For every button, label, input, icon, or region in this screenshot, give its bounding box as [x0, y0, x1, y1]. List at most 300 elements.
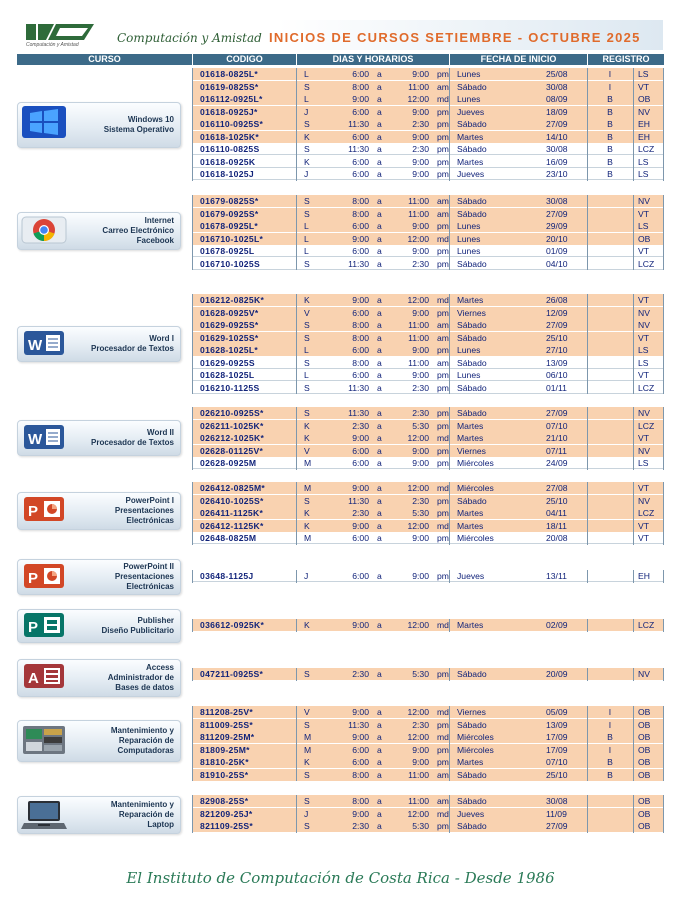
day-code: M [304, 533, 312, 543]
course-badge-win10 [17, 102, 181, 148]
start-time: 11:30 [348, 495, 369, 506]
branch: LS [638, 458, 649, 468]
day-code: S [304, 144, 310, 154]
weekday: Martes [457, 520, 484, 531]
time-period: am [437, 332, 449, 343]
end-time: 12:00 [407, 433, 429, 443]
schedule-row [193, 357, 664, 369]
end-time: 2:30 [412, 719, 429, 730]
start-date: 11/09 [546, 808, 567, 819]
start-date: 08/09 [546, 94, 568, 104]
schedule-row [193, 507, 664, 519]
course-name-line: PowerPoint II [123, 562, 174, 571]
start-time: 6:00 [352, 246, 369, 256]
schedule-row [193, 495, 664, 507]
time-separator: a [377, 408, 382, 418]
start-date: 27/09 [546, 408, 568, 418]
level: B [607, 156, 613, 167]
course-name-line: Reparación de [118, 810, 174, 819]
course-badge-ppt2 [17, 559, 181, 595]
day-code: L [304, 94, 309, 104]
end-time: 11:00 [408, 357, 429, 368]
course-code: 82908-25S* [200, 796, 249, 806]
day-code: S [304, 796, 310, 806]
schedule-row [193, 208, 664, 220]
course-code: 811009-25S* [200, 719, 253, 730]
course-code: 016212-0825K* [200, 295, 265, 305]
start-time: 6:00 [352, 156, 369, 167]
start-date: 30/08 [546, 81, 568, 92]
weekday: Sábado [457, 495, 487, 506]
level: B [607, 732, 613, 742]
start-date: 25/10 [546, 495, 568, 506]
start-date: 30/08 [546, 796, 568, 806]
level: B [607, 769, 613, 780]
weekday: Sábado [457, 408, 487, 418]
weekday: Viernes [457, 707, 486, 717]
column-divider [587, 482, 588, 545]
course-code: 01619-0825S* [200, 81, 259, 92]
course-name-line: Word II [147, 428, 174, 437]
column-divider [449, 482, 450, 545]
schedule-row [193, 168, 664, 180]
course-name-line: Procesador de Textos [91, 438, 174, 447]
column-divider [296, 619, 297, 632]
weekday: Sábado [457, 669, 487, 679]
course-name-line: Electrónicas [126, 582, 174, 591]
column-divider [296, 570, 297, 583]
weekday: Miércoles [457, 483, 494, 493]
word-icon [20, 328, 72, 363]
course-code: 01629-0925S [200, 357, 255, 368]
level: B [607, 757, 613, 767]
end-time: 9:00 [412, 131, 429, 142]
course-code: 03648-1125J [200, 571, 254, 581]
course-code: 01618-0825L* [200, 69, 259, 79]
start-date: 02/09 [546, 620, 568, 630]
schedule-row [193, 744, 664, 756]
column-divider [633, 570, 634, 583]
course-code: 01679-0925S* [200, 208, 259, 219]
start-date: 30/08 [546, 196, 568, 206]
schedule-row [193, 68, 664, 80]
course-name [111, 800, 174, 830]
weekday: Sábado [457, 357, 487, 368]
end-time: 12:00 [407, 233, 429, 244]
branch: LCZ [638, 382, 655, 393]
time-period: pm [437, 106, 449, 117]
start-time: 9:00 [352, 707, 369, 717]
end-time: 2:30 [412, 258, 429, 269]
start-time: 8:00 [352, 332, 369, 343]
day-code: K [304, 295, 310, 305]
logo-subtitle: Computación y Amistad [26, 42, 79, 48]
column-divider [587, 294, 588, 394]
day-code: V [304, 445, 310, 456]
day-code: V [304, 307, 310, 318]
weekday: Martes [457, 433, 484, 443]
column-divider [449, 706, 450, 781]
time-period: pm [437, 408, 449, 418]
time-separator: a [377, 707, 382, 717]
column-divider [449, 668, 450, 681]
start-date: 21/10 [546, 433, 568, 443]
time-separator: a [377, 94, 382, 104]
day-code: M [304, 458, 312, 468]
course-name [115, 562, 174, 592]
start-time: 9:00 [352, 520, 369, 531]
course-name [91, 334, 174, 354]
day-code: S [304, 332, 310, 343]
time-separator: a [377, 169, 382, 179]
time-period: am [437, 320, 449, 330]
end-time: 12:00 [407, 94, 429, 104]
start-time: 6:00 [352, 345, 369, 355]
weekday: Sábado [457, 769, 487, 780]
column-divider [587, 706, 588, 781]
time-period: pm [437, 345, 449, 355]
course-code: 02628-0925M [200, 458, 257, 468]
start-date: 17/09 [546, 744, 568, 755]
day-code: K [304, 508, 310, 518]
time-separator: a [377, 131, 382, 142]
column-divider [633, 68, 634, 181]
course-name-line: Mantenimiento y [110, 726, 174, 735]
time-period: pm [437, 757, 449, 767]
schedule-row [193, 220, 664, 232]
time-separator: a [377, 156, 382, 167]
time-separator: a [377, 345, 382, 355]
schedule-row [193, 143, 664, 155]
day-code: S [304, 81, 310, 92]
course-name [91, 428, 174, 448]
time-period: pm [437, 495, 449, 506]
time-period: pm [437, 458, 449, 468]
column-divider [192, 407, 193, 470]
weekday: Jueves [457, 571, 485, 581]
start-date: 18/09 [546, 106, 568, 117]
day-code: S [304, 408, 310, 418]
time-separator: a [377, 221, 382, 231]
day-code: S [304, 821, 310, 831]
schedule-row [193, 457, 664, 469]
start-date: 01/09 [546, 246, 568, 256]
start-time: 8:00 [352, 796, 369, 806]
column-divider [587, 68, 588, 181]
column-divider [296, 668, 297, 681]
start-time: 8:00 [352, 208, 369, 219]
weekday: Miércoles [457, 744, 494, 755]
column-divider [192, 795, 193, 833]
branch: LS [638, 69, 649, 79]
branch: LCZ [638, 258, 655, 269]
column-divider [633, 706, 634, 781]
time-separator: a [377, 769, 382, 780]
weekday: Viernes [457, 307, 486, 318]
schedule-row [193, 245, 664, 257]
weekday: Sábado [457, 382, 487, 393]
schedule-row [193, 769, 664, 781]
end-time: 12:00 [407, 520, 429, 531]
start-date: 05/09 [546, 707, 568, 717]
start-time: 6:00 [352, 571, 369, 581]
end-time: 2:30 [412, 119, 429, 129]
end-time: 9:00 [412, 69, 429, 79]
end-time: 5:30 [412, 669, 429, 679]
level: B [607, 106, 613, 117]
start-date: 01/11 [546, 382, 567, 393]
branch: NV [638, 307, 650, 318]
access-icon [20, 661, 72, 696]
end-time: 9:00 [412, 744, 429, 755]
branch: LCZ [638, 420, 655, 431]
start-date: 07/10 [546, 420, 568, 431]
time-period: md [437, 483, 449, 493]
page-header [20, 20, 663, 50]
end-time: 11:00 [408, 320, 429, 330]
end-time: 2:30 [412, 495, 429, 506]
weekday: Miércoles [457, 732, 494, 742]
level: I [608, 69, 612, 79]
column-divider [587, 668, 588, 681]
start-date: 04/11 [546, 508, 567, 518]
weekday: Lunes [457, 345, 481, 355]
course-code: 016112-0925L* [200, 94, 263, 104]
day-code: M [304, 732, 312, 742]
end-time: 12:00 [407, 483, 429, 493]
day-code: K [304, 757, 310, 767]
course-code: 02648-0825M [200, 533, 257, 543]
col-header-registro: REGISTRO [588, 54, 664, 65]
start-time: 11:30 [348, 258, 369, 269]
schedule-row [193, 258, 664, 270]
time-separator: a [377, 320, 382, 330]
column-divider [192, 668, 193, 681]
course-name [111, 726, 174, 756]
schedule-row [193, 81, 664, 93]
time-separator: a [377, 420, 382, 431]
schedule-row [193, 332, 664, 344]
time-period: pm [437, 156, 449, 167]
svg-text:P: P [28, 570, 39, 587]
start-date: 27/10 [546, 345, 568, 355]
time-separator: a [377, 357, 382, 368]
day-code: M [304, 483, 312, 493]
start-date: 13/09 [546, 719, 568, 730]
time-period: pm [437, 420, 449, 431]
start-time: 2:30 [352, 420, 369, 431]
course-name-line: Procesador de Textos [91, 344, 174, 353]
schedule-row [193, 808, 664, 820]
start-time: 2:30 [352, 821, 369, 831]
weekday: Sábado [457, 821, 487, 831]
level: I [608, 744, 612, 755]
column-divider [633, 668, 634, 681]
time-period: am [437, 208, 449, 219]
schedule-row [193, 532, 664, 544]
start-date: 27/09 [546, 208, 568, 219]
course-name-line: Presentaciones [114, 572, 174, 581]
course-code: 01629-1025S* [200, 332, 259, 343]
start-time: 6:00 [352, 445, 369, 456]
time-period: pm [437, 258, 449, 269]
time-period: md [437, 233, 449, 244]
schedule-row [193, 382, 664, 394]
course-name-line: Administrador de [107, 673, 174, 682]
col-header-fecha: FECHA DE INICIO [450, 54, 587, 65]
time-separator: a [377, 821, 382, 831]
schedule-row [193, 407, 664, 419]
course-code: 01628-1025L [200, 370, 255, 380]
branch: OB [638, 707, 651, 717]
time-separator: a [377, 246, 382, 256]
course-code: 821109-25S* [200, 821, 253, 831]
day-code: S [304, 719, 310, 730]
time-period: pm [437, 131, 449, 142]
time-period: pm [437, 719, 449, 730]
course-code: 026212-1025K* [200, 433, 265, 443]
schedule-row [193, 445, 664, 457]
time-separator: a [377, 81, 382, 92]
column-divider [449, 570, 450, 583]
start-time: 2:30 [352, 669, 369, 679]
end-time: 9:00 [412, 458, 429, 468]
time-separator: a [377, 533, 382, 543]
laptop-icon [20, 798, 72, 837]
branch: OB [638, 796, 651, 806]
column-divider [663, 294, 664, 394]
branch: NV [638, 495, 650, 506]
day-code: S [304, 208, 310, 219]
course-code: 036612-0925K* [200, 620, 265, 630]
course-code: 81810-25K* [200, 757, 249, 767]
time-period: md [437, 808, 449, 819]
column-divider [663, 68, 664, 181]
day-code: K [304, 520, 310, 531]
column-divider [633, 294, 634, 394]
time-period: pm [437, 571, 449, 581]
schedule-row [193, 307, 664, 319]
branch: VT [638, 533, 649, 543]
schedule-row [193, 118, 664, 130]
time-period: pm [437, 246, 449, 256]
column-divider [663, 195, 664, 270]
column-divider [633, 619, 634, 632]
branch: OB [638, 744, 651, 755]
schedule-row [193, 106, 664, 118]
schedule-row [193, 93, 664, 105]
branch: VT [638, 246, 649, 256]
course-name-line: Sistema Operativo [103, 125, 174, 134]
start-time: 9:00 [352, 732, 369, 742]
start-date: 14/10 [546, 131, 568, 142]
course-name-line: Laptop [147, 820, 174, 829]
column-divider [449, 407, 450, 470]
branch: LCZ [638, 144, 655, 154]
branch: NV [638, 669, 650, 679]
end-time: 9:00 [412, 445, 429, 456]
start-time: 9:00 [352, 620, 369, 630]
weekday: Jueves [457, 808, 485, 819]
start-time: 9:00 [352, 483, 369, 493]
course-name-line: Computadoras [117, 746, 174, 755]
time-separator: a [377, 732, 382, 742]
day-code: S [304, 320, 310, 330]
start-date: 26/08 [546, 295, 568, 305]
column-divider [192, 482, 193, 545]
column-divider [587, 195, 588, 270]
time-separator: a [377, 744, 382, 755]
time-period: md [437, 520, 449, 531]
day-code: K [304, 620, 310, 630]
branch: NV [638, 320, 650, 330]
column-divider [449, 195, 450, 270]
weekday: Viernes [457, 445, 486, 456]
level: B [607, 169, 613, 179]
schedule-row [193, 731, 664, 743]
computer-parts-icon [20, 722, 72, 763]
level: I [608, 707, 612, 717]
day-code: L [304, 69, 309, 79]
day-code: L [304, 233, 309, 244]
level: B [607, 119, 613, 129]
start-time: 6:00 [352, 744, 369, 755]
end-time: 11:00 [408, 796, 429, 806]
time-period: am [437, 196, 449, 206]
branch: OB [638, 94, 651, 104]
time-separator: a [377, 808, 382, 819]
weekday: Lunes [457, 246, 481, 256]
course-badge-word1 [17, 326, 181, 362]
level: B [607, 144, 613, 154]
schedule-row [193, 719, 664, 731]
svg-text:P: P [28, 503, 39, 520]
start-time: 9:00 [352, 94, 369, 104]
course-name-line: Bases de datos [115, 683, 174, 692]
start-time: 6:00 [352, 221, 369, 231]
course-code: 026211-1025K* [200, 420, 264, 431]
publisher-icon [20, 611, 72, 644]
weekday: Lunes [457, 221, 481, 231]
day-code: V [304, 707, 310, 717]
course-code: 026411-1125K* [200, 508, 264, 518]
svg-text:P: P [28, 619, 39, 636]
schedule-row [193, 756, 664, 768]
end-time: 11:00 [408, 332, 429, 343]
time-period: pm [437, 144, 449, 154]
time-separator: a [377, 669, 382, 679]
day-code: J [304, 571, 309, 581]
branch: VT [638, 81, 649, 92]
day-code: L [304, 345, 309, 355]
course-badge-word2 [17, 420, 181, 456]
column-divider [663, 619, 664, 632]
course-name [108, 663, 174, 693]
institute-logo [24, 22, 96, 44]
time-separator: a [377, 332, 382, 343]
branch: LS [638, 156, 649, 167]
start-date: 06/10 [546, 370, 568, 380]
start-time: 6:00 [352, 458, 369, 468]
start-time: 9:00 [352, 233, 369, 244]
course-name-line: Mantenimiento y [110, 800, 174, 809]
start-date: 27/09 [546, 320, 568, 330]
weekday: Sábado [457, 796, 487, 806]
end-time: 9:00 [412, 533, 429, 543]
start-date: 17/09 [546, 732, 568, 742]
time-period: md [437, 732, 449, 742]
column-divider [633, 195, 634, 270]
